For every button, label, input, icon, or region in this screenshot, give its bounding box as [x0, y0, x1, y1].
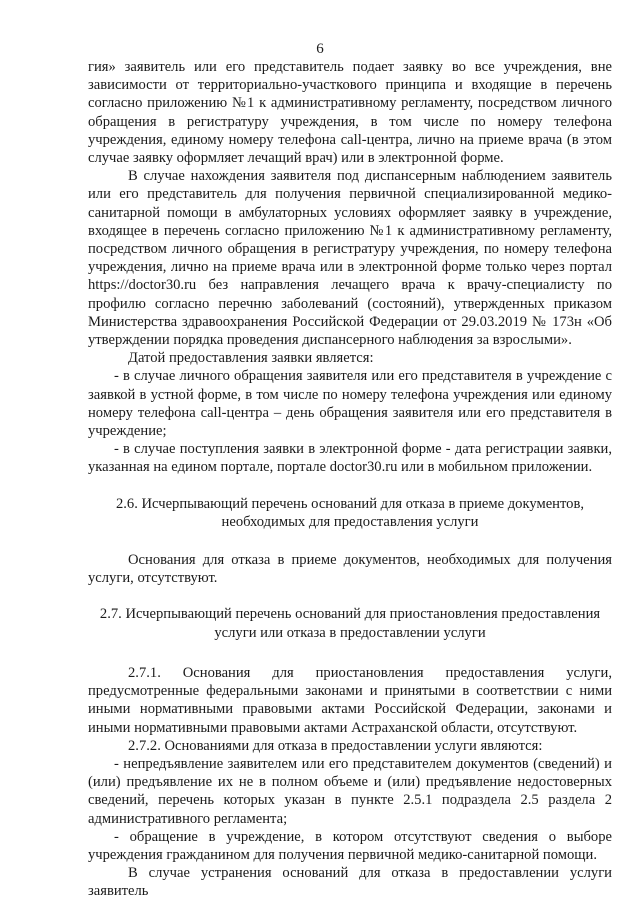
list-item-documents: - непредъявление заявителем или его представителем документов (сведений) и (или) предъявление их не в полном объеме и (или) предъявление недостоверных сведений, перечень которых указан в пункте 2.5.1 подраздела 2.5 раздела 2 административного регламента;: [88, 755, 612, 827]
section-heading-2-6: 2.6. Исчерпывающий перечень оснований для отказа в приеме документов, необходимых для предоставления услуги: [115, 495, 585, 530]
paragraph-refusal-grounds: Основания для отказа в приеме документов, необходимых для получения услуги, отсутствуют.: [88, 552, 612, 587]
paragraph-elimination: В случае устранения оснований для отказа в предоставлении услуги заявитель: [88, 865, 612, 900]
paragraph-date-intro: Датой предоставления заявки является:: [128, 350, 374, 367]
paragraph-dispensary: В случае нахождения заявителя под диспансерным наблюдением заявитель или его представитель для получения первичной специализированной медико-санитарной помощи в амбулаторных условиях оформляет заявку в учреждение, входящее в перечень согласно приложению №1 к административному регламенту, посредством личного обращения в регистратуру учреждения, по номеру телефона учреждения, лично на приеме врача или в электронной форме только через портал https://doctor30.ru без направления лечащего врача к врачу-специалисту по профилю согласно перечню заболеваний (состояний), утвержденных приказом Министерства здравоохранения Российской Федерации от 29.03.2019 № 173н «Об утверждении порядка проведения диспансерного наблюдения за взрослыми».: [88, 168, 612, 349]
paragraph-2-7-2: 2.7.2. Основаниями для отказа в предоставлении услуги являются:: [128, 737, 543, 754]
list-item-institution: - обращение в учреждение, в котором отсутствуют сведения о выборе учреждения гражданином для получения первичной медико-санитарной помощи.: [88, 828, 612, 863]
page-number: 6: [316, 41, 324, 57]
paragraph-continuation: гия» заявитель или его представитель подает заявку во все учреждения, вне зависимости от территориально-участкового принципа и входящие в перечень согласно приложению №1 к административному регламенту, посредством личного обращения в регистратуру учреждения, в том числе по номеру телефона учреждения, единому номеру телефона call-центра, лично на приеме врача (в этом случае заявку оформляет лечащий врач) или в электронной форме.: [88, 59, 612, 167]
list-item-electronic: - в случае поступления заявки в электронной форме - дата регистрации заявки, указанная на едином портале, портале doctor30.ru или в мобильном приложении.: [88, 441, 612, 476]
list-item-oral: - в случае личного обращения заявителя или его представителя в учреждение с заявкой в устной форме, в том числе по номеру телефона учреждения или единому номеру телефона call-центра – день обращения заявителя или его представителя в учреждение;: [88, 368, 612, 440]
paragraph-2-7-1: 2.7.1. Основания для приостановления предоставления услуги, предусмотренные федеральными законами и принятыми в соответствии с ними иными нормативными правовыми актами Российской Федерации, законами и иными нормативными правовыми актами Астраханской области, отсутствуют.: [88, 664, 612, 736]
section-heading-2-7: 2.7. Исчерпывающий перечень оснований для приостановления предоставления услуги или отказа в предоставлении услуги: [99, 606, 601, 641]
document-body: [88, 58, 612, 901]
